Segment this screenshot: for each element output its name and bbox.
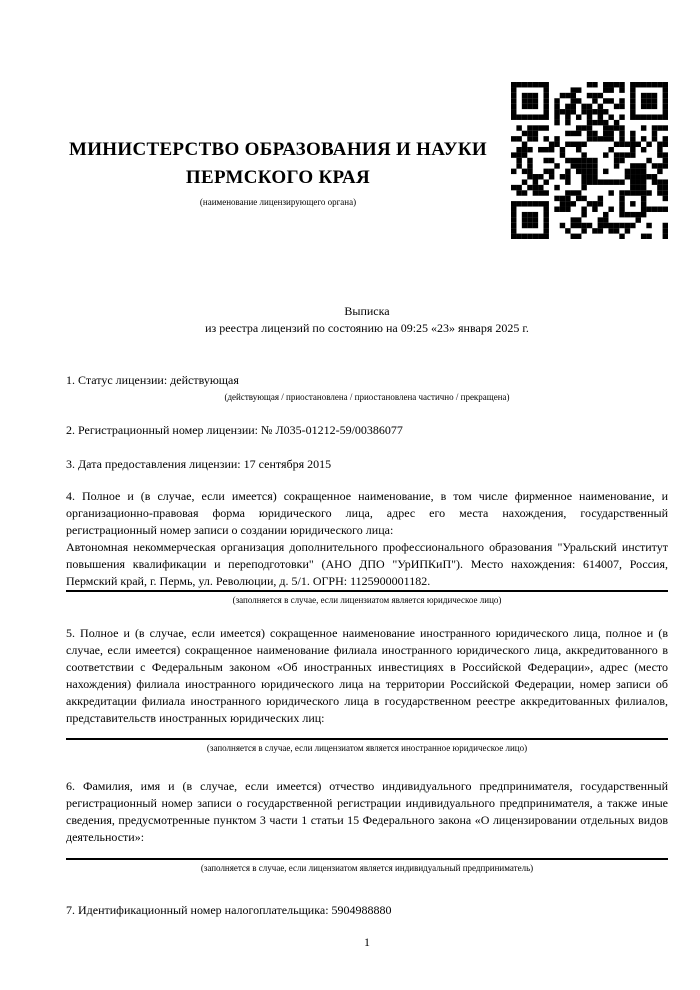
taxpayer-id-line: 7. Идентификационный номер налогоплательщика: 5904988880 bbox=[66, 903, 392, 917]
legal-entity-underline bbox=[66, 590, 668, 592]
ministry-name-line1: МИНИСТЕРСТВО ОБРАЗОВАНИЯ И НАУКИ bbox=[68, 139, 488, 160]
document-header bbox=[66, 82, 668, 239]
entrepreneur-underline bbox=[66, 858, 668, 860]
document-title-line1: Выписка bbox=[344, 304, 390, 318]
license-date-line: 3. Дата предоставления лицензии: 17 сентября 2015 bbox=[66, 457, 332, 471]
entrepreneur-label: 6. Фамилия, имя и (в случае, если имеется) отчество индивидуального предпринимателя, государственный регистрационный номер записи о государственной регистрации индивидуального предпринимателя, а также иные сведения, предусмотренные пунктом 3 части 1 статьи 15 Федерального закона «О лицензировании отдельных видов деятельности»: bbox=[66, 779, 668, 844]
qr-code-icon bbox=[511, 82, 668, 239]
foreign-entity-label: 5. Полное и (в случае, если имеется) сокращенное наименование иностранного юридического лица, полное и (в случае, если имеется) сокращенное наименование филиала иностранного юридического лица, аккредитованного в соответствии с Федеральным законом «Об иностранных инвестициях в Российской Федерации», адрес (место нахождения) филиала иностранного юридического лица на территории Российской Федерации, номер записи об аккредитации филиала иностранного юридического лица в государственном реестре аккредитованных филиалов, представительств иностранных юридических лиц: bbox=[66, 626, 668, 725]
legal-entity-label: 4. Полное и (в случае, если имеется) сокращенное наименование, в том числе фирменное наименование, и организационно-правовая форма юридического лица, адрес его места нахождения, государственный регистрационный номер записи о создании юридического лица: bbox=[66, 489, 668, 537]
license-status-line: 1. Статус лицензии: действующая bbox=[66, 373, 239, 387]
legal-entity-caption: (заполняется в случае, если лицензиатом является юридическое лицо) bbox=[232, 595, 502, 605]
foreign-entity-underline bbox=[66, 738, 668, 740]
ministry-caption: (наименование лицензирующего органа) bbox=[199, 197, 357, 207]
license-status-caption: (действующая / приостановлена / приостановлена частично / прекращена) bbox=[224, 392, 510, 402]
licensing-authority-block bbox=[66, 82, 490, 208]
legal-entity-value: Автономная некоммерческая организация дополнительного профессионального образования "Уральский институт повышения квалификации и переподготовки" (АНО ДПО "УрИПКиП"). Место нахождения: 614007, Россия, Пермский край, г. Пермь, ул. Революции, д. 5/1. ОГРН: 1125900001182. bbox=[66, 540, 668, 588]
document-title-line2: из реестра лицензий по состоянию на 09:25 «23» января 2025 г. bbox=[205, 321, 529, 335]
registration-number-line: 2. Регистрационный номер лицензии: № Л035-01212-59/00386077 bbox=[66, 423, 403, 437]
page-number: 1 bbox=[364, 935, 370, 949]
document-title bbox=[66, 303, 668, 337]
ministry-name-line2: ПЕРМСКОГО КРАЯ bbox=[185, 167, 371, 188]
entrepreneur-caption: (заполняется в случае, если лицензиатом является индивидуальный предприниматель) bbox=[200, 863, 534, 873]
foreign-entity-caption: (заполняется в случае, если лицензиатом является иностранное юридическое лицо) bbox=[206, 743, 528, 753]
